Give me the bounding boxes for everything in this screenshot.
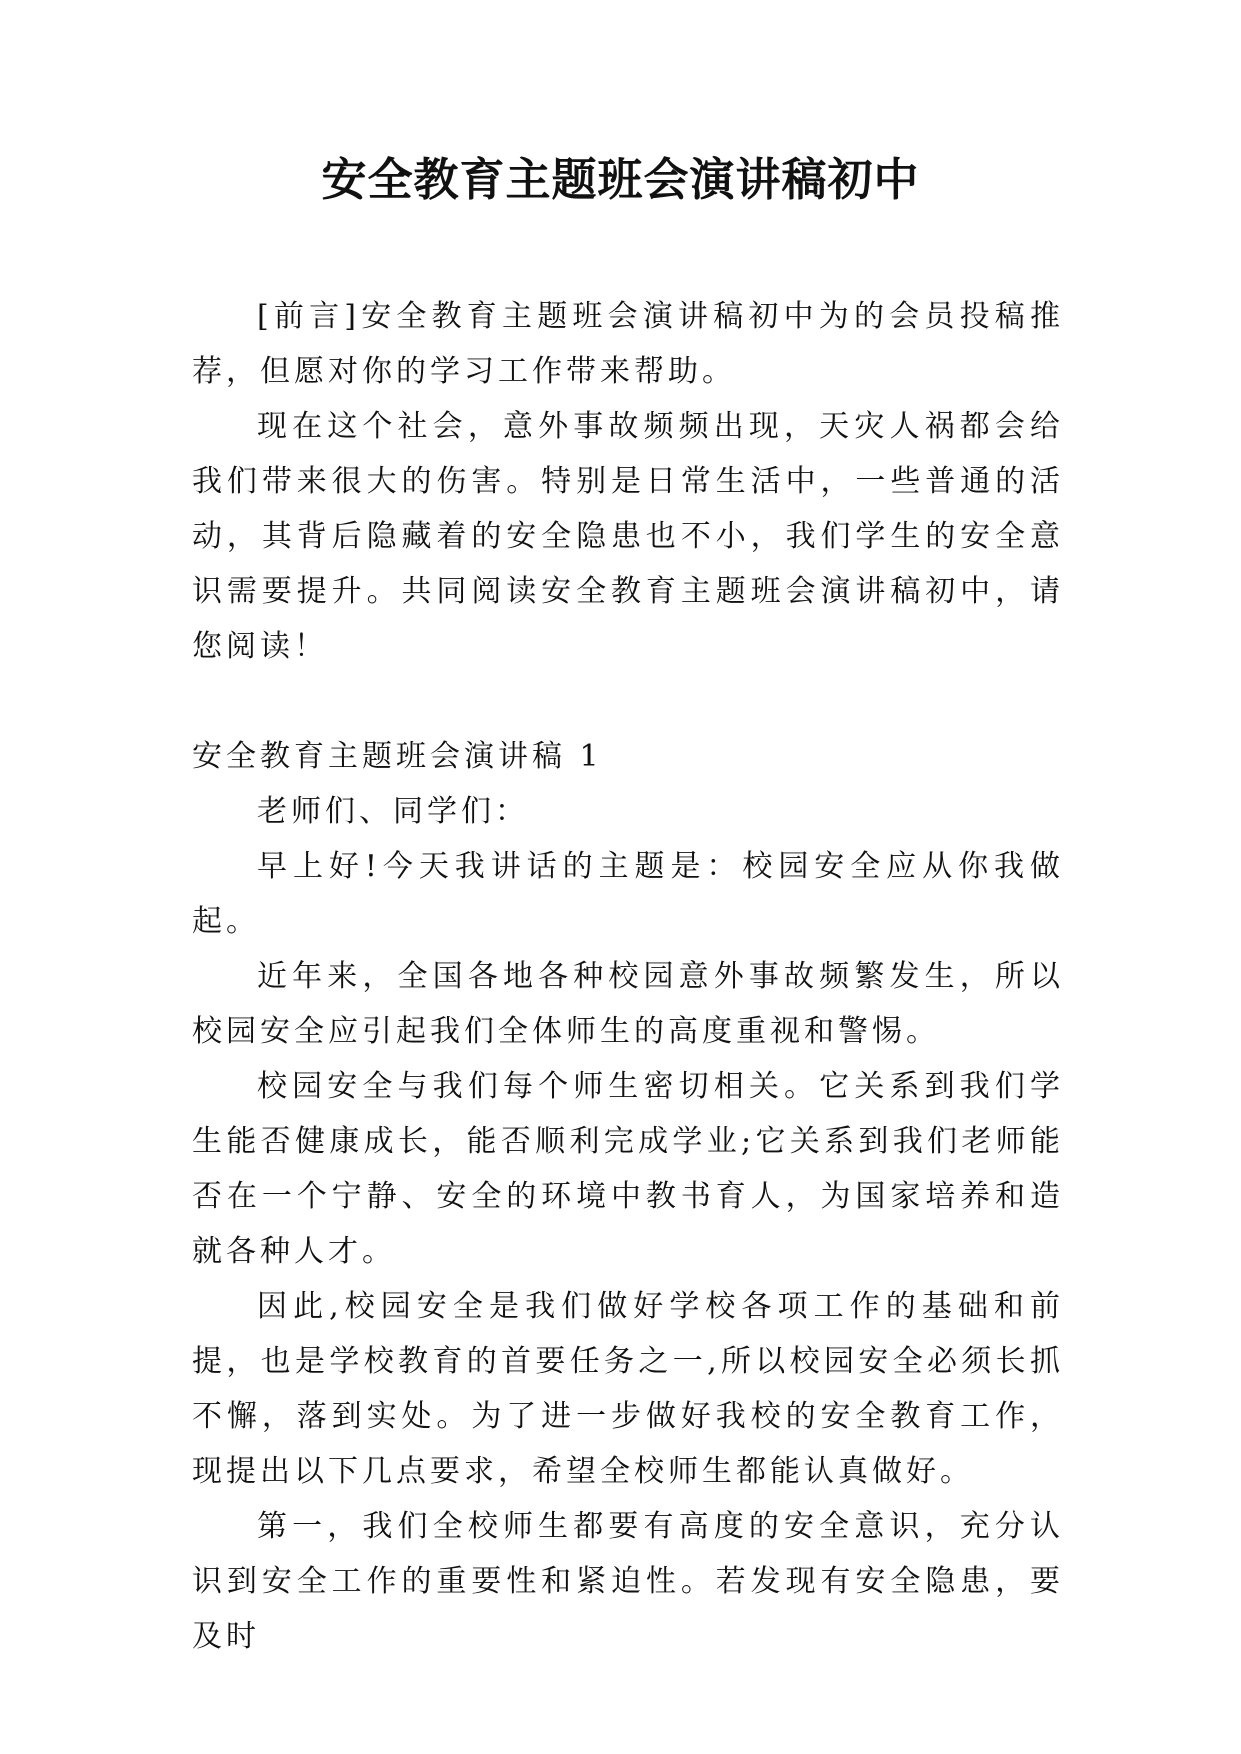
intro-paragraph: [前言]安全教育主题班会演讲稿初中为的会员投稿推荐，但愿对你的学习工作带来帮助。 [192, 299, 1064, 389]
document-title: 安全教育主题班会演讲稿初中 [321, 153, 920, 206]
recent-events-paragraph: 近年来，全国各地各种校园意外事故频繁发生，所以校园安全应引起我们全体师生的高度重视和警惕。 [192, 959, 1064, 1049]
topic-paragraph: 早上好!今天我讲话的主题是：校园安全应从你我做起。 [192, 849, 1064, 939]
foundation-paragraph: 因此,校园安全是我们做好学校各项工作的基础和前提，也是学校教育的首要任务之一,所以校园安全必须长抓不懈，落到实处。为了进一步做好我校的安全教育工作，现提出以下几点要求，希望全校师生都能认真做好。 [192, 1289, 1064, 1489]
speech-heading: 安全教育主题班会演讲稿 1 [192, 739, 603, 774]
greeting-paragraph: 老师们、同学们： [257, 794, 529, 829]
context-paragraph: 现在这个社会，意外事故频频出现，天灾人祸都会给我们带来很大的伤害。特别是日常生活中，一些普通的活动，其背后隐藏着的安全隐患也不小，我们学生的安全意识需要提升。共同阅读安全教育主题班会演讲稿初中，请您阅读！ [192, 409, 1064, 664]
document-body [192, 289, 1064, 1664]
relation-paragraph: 校园安全与我们每个师生密切相关。它关系到我们学生能否健康成长，能否顺利完成学业;它关系到我们老师能否在一个宁静、安全的环境中教书育人，为国家培养和造就各种人才。 [192, 1069, 1064, 1269]
section-spacer [192, 674, 1064, 729]
first-requirement-paragraph: 第一，我们全校师生都要有高度的安全意识，充分认识到安全工作的重要性和紧迫性。若发现有安全隐患，要及时 [192, 1509, 1064, 1654]
